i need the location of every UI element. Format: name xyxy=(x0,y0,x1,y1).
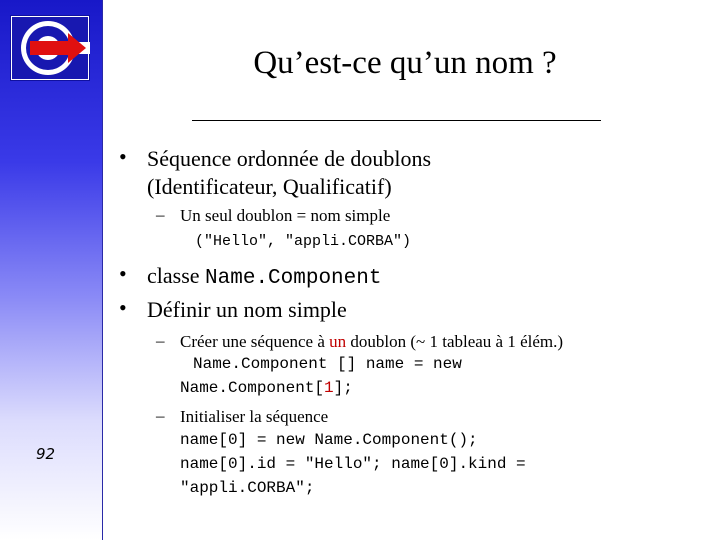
bullet3-sub1-before: Créer une séquence à xyxy=(180,332,330,351)
title-underline xyxy=(192,120,601,121)
sub-bullet-dash: – xyxy=(156,205,165,224)
page-number: 92 xyxy=(36,445,56,463)
bullet1-line1: Séquence ordonnée de doublons xyxy=(147,146,432,171)
bullet3-sub2-code1: name[0] = new Name.Component(); xyxy=(180,431,478,449)
bullet-marker: • xyxy=(119,261,127,286)
bullet3-sub2-code3: "appli.CORBA"; xyxy=(180,479,315,497)
left-sidebar-band xyxy=(0,0,103,540)
code2-after: ]; xyxy=(333,379,353,397)
cnam-logo-icon xyxy=(10,15,90,81)
bullet1-sub1-code: ("Hello", "appli.CORBA") xyxy=(195,233,412,250)
bullet2-code: Name.Component xyxy=(205,267,382,290)
bullet2-text: classe xyxy=(147,263,206,288)
bullet3-sub2-code2: name[0].id = "Hello"; name[0].kind = xyxy=(180,455,526,473)
sub-bullet-dash: – xyxy=(156,331,165,350)
bullet2-line xyxy=(147,262,381,293)
bullet3-text: Définir un nom simple xyxy=(147,297,347,322)
bullet3-sub1-highlight: un xyxy=(329,332,347,351)
bullet3-sub2-text: Initialiser la séquence xyxy=(180,407,329,426)
bullet3-sub1-text xyxy=(180,331,563,353)
bullet3-sub1-code1: Name.Component [] name = new xyxy=(193,355,462,373)
bullet1-line2: (Identificateur, Qualificatif) xyxy=(147,174,392,199)
code2-before: Name.Component[ xyxy=(180,379,325,397)
sub-bullet-dash: – xyxy=(156,406,165,425)
bullet-marker: • xyxy=(119,295,127,320)
slide-title: Qu’est-ce qu’un nom ? xyxy=(253,45,557,81)
code2-highlight: 1 xyxy=(324,379,334,397)
bullet3-sub1-after: doublon (~ 1 tableau à 1 élém.) xyxy=(346,332,564,351)
bullet-marker: • xyxy=(119,144,127,169)
bullet1-sub1-text: Un seul doublon = nom simple xyxy=(180,206,391,225)
bullet3-sub1-code2 xyxy=(180,376,353,400)
